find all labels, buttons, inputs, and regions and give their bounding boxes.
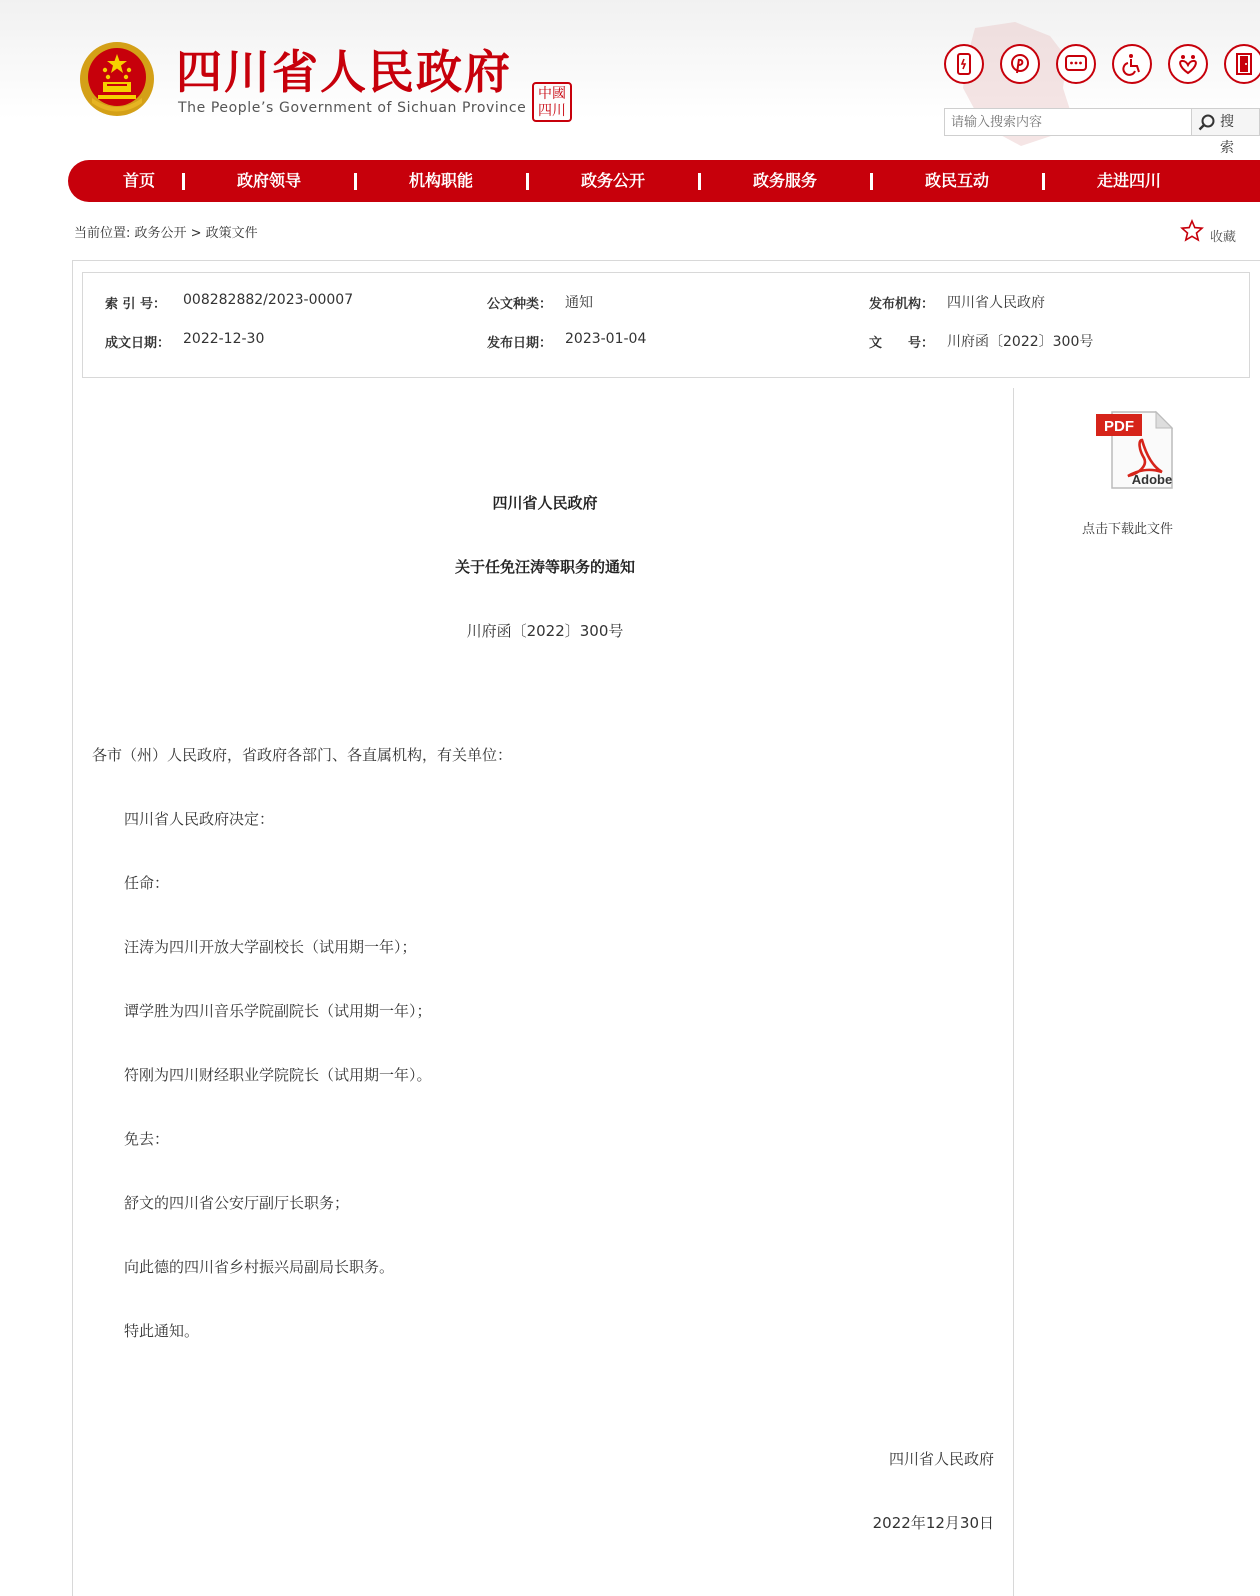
nav-separator [354,173,357,190]
content-frame [72,260,1260,1596]
meta-type-label: 公文种类： [487,297,553,312]
nav-item-institutions[interactable]: 机构职能 [408,171,473,190]
nav-separator [182,173,185,190]
meta-doc-number-label: 文 号： [869,336,935,351]
document-paragraph: 符刚为四川财经职业学院院长（试用期一年）。 [124,1066,432,1084]
document-signature: 四川省人民政府 [888,1450,994,1468]
document-paragraph: 向此德的四川省乡村振兴局副局长职务。 [124,1258,395,1276]
sidebar-divider [1013,388,1014,1596]
document-title: 关于任免汪涛等职务的通知 [454,558,635,576]
site-title: 四川省人民政府 [176,45,512,99]
weibo-icon[interactable] [1000,44,1040,84]
document-paragraph: 任命： [124,874,170,892]
pdf-icon[interactable] [1094,410,1174,490]
breadcrumb[interactable]: 当前位置: 政务公开 > 政策文件 [74,226,258,241]
nav-item-about-sichuan[interactable]: 走进四川 [1096,171,1161,190]
document-paragraph: 舒文的四川省公安厅副厅长职务； [124,1194,350,1212]
meta-doc-number-value: 川府函〔2022〕300号 [947,334,1094,350]
site-subtitle: The People’s Government of Sichuan Province [178,100,527,116]
nav-item-gov-affairs[interactable]: 政务公开 [580,171,645,190]
adobe-text: Adobe [1131,472,1173,487]
nav-item-home[interactable]: 首页 [122,171,155,190]
meta-index-value: 008282882/2023-00007 [183,292,354,308]
search-button[interactable] [1192,108,1260,156]
nav-item-interaction[interactable]: 政民互动 [924,171,989,190]
meta-date-created-label: 成文日期： [105,336,171,351]
meta-issuer-value: 四川省人民政府 [947,295,1045,311]
meta-date-created-value: 2022-12-30 [183,331,265,347]
search-icon [1198,114,1215,131]
meta-issuer-label: 发布机构： [869,297,935,312]
meta-date-published-value: 2023-01-04 [565,331,647,347]
search-button-label: 搜 索 [1220,114,1237,156]
document-paragraph: 免去： [124,1130,170,1148]
document-issuer-title: 四川省人民政府 [492,494,598,512]
document-date: 2022年12月30日 [872,1514,994,1532]
main-nav [68,160,1260,202]
document-number: 川府函〔2022〕300号 [466,622,624,640]
nav-separator [698,173,701,190]
seal-logo: 中國 四川 [532,82,572,122]
meta-date-published-label: 发布日期： [487,336,553,351]
document-meta-box [82,272,1250,378]
meta-type-value: 通知 [565,295,593,311]
nav-item-leaders[interactable]: 政府领导 [236,171,301,190]
message-icon[interactable] [1056,44,1096,84]
nav-separator [526,173,529,190]
national-emblem-icon [78,40,156,118]
document-paragraph: 汪涛为四川开放大学副校长（试用期一年）； [124,938,417,956]
mobile-icon[interactable] [944,44,984,84]
document-paragraph: 四川省人民政府决定： [124,810,275,828]
pdf-badge-text: PDF [1104,418,1134,435]
nav-separator [870,173,873,190]
download-file-link[interactable]: 点击下载此文件 [1082,522,1174,537]
star-icon [1180,219,1204,243]
nav-separator [1042,173,1045,190]
search-input[interactable] [944,108,1192,136]
exit-icon[interactable] [1224,44,1260,84]
document-paragraph: 特此通知。 [124,1322,200,1340]
favorite-label: 收藏 [1210,230,1237,245]
document-salutation: 各市（州）人民政府，省政府各部门、各直属机构，有关单位： [92,746,513,764]
care-icon[interactable] [1168,44,1208,84]
nav-item-services[interactable]: 政务服务 [752,171,817,190]
meta-index-label: 索 引 号： [105,297,167,312]
accessibility-icon[interactable] [1112,44,1152,84]
toolbar-icons [944,44,1256,86]
document-paragraph: 谭学胜为四川音乐学院副院长（试用期一年）； [124,1002,432,1020]
